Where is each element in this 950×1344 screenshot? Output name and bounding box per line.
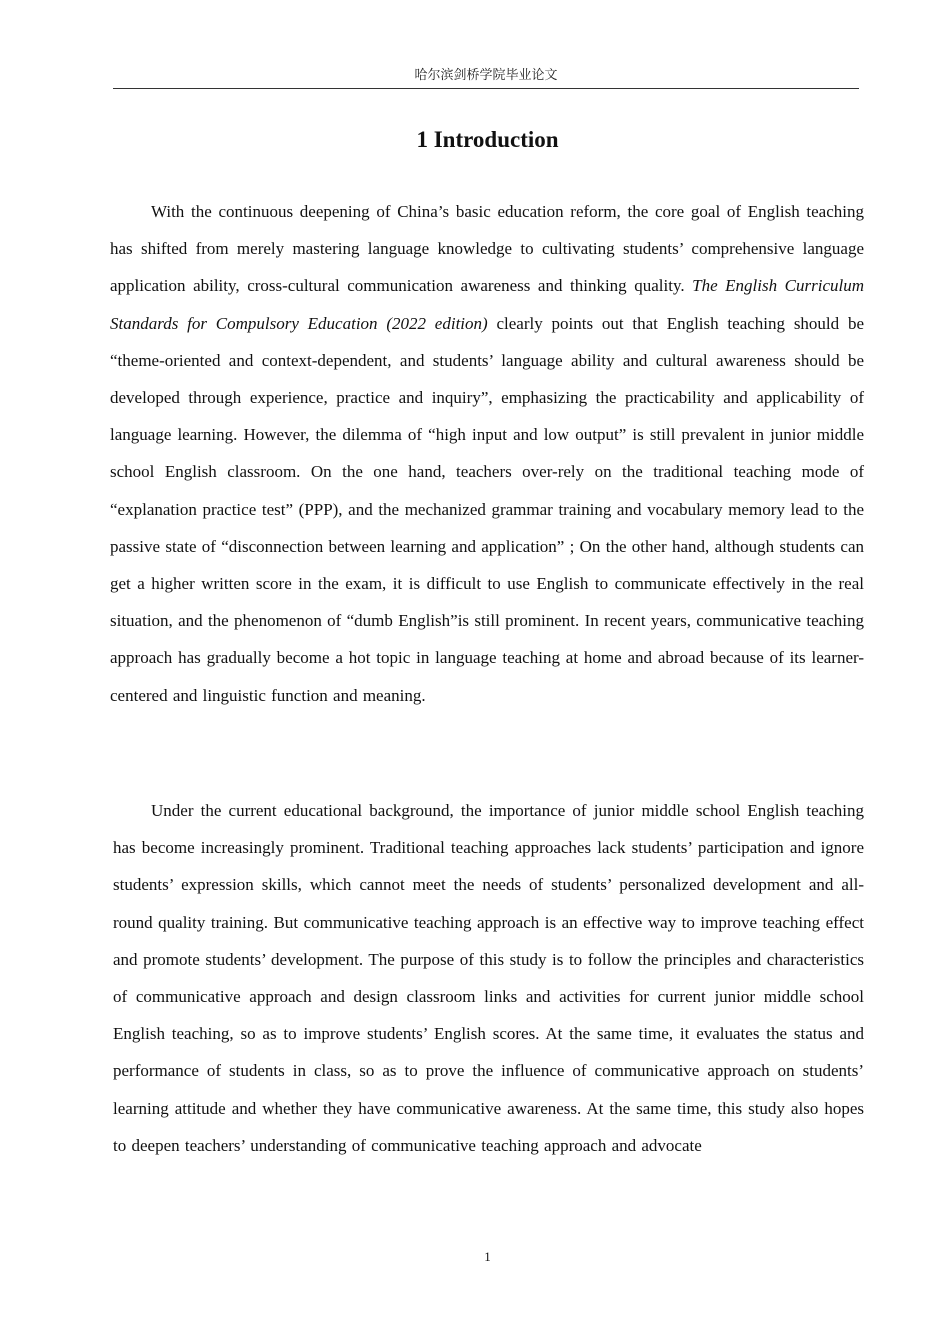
paragraph-text: With the continuous deepening of China’s basic education reform, the core goal of English teaching has shifted from merely mastering language knowledge to cultivating students’ comprehensive language application ability, cross-cultural communication awareness and thinking quality. (110, 202, 864, 296)
paragraph-text: clearly points out that English teaching should be “theme-oriented and context-dependent, and students’ language ability and cultural awareness should be developed through experience, practice and inquiry”, emphasizing the practicability and applicability of language learning. However, the dilemma of “high input and low output” is still prevalent in junior middle school English classroom. On the one hand, teachers over-rely on the traditional teaching mode of “explanation practice test” (PPP), and the mechanized grammar training and vocabulary memory lead to the passive state of “disconnection between learning and application” ; On the other hand, although students can get a higher written score in the exam, it is difficult to use English to communicate effectively in the real situation, and the phenomenon of “dumb English”is still prominent. In recent years, communicative teaching approach has gradually become a hot topic in language teaching at home and abroad because of its learner-centered and linguistic function and meaning. (110, 313, 864, 705)
italic-title-citation: The English Curriculum Standards for Compulsory Education (2022 edition) (110, 276, 864, 333)
body-paragraph (110, 193, 864, 714)
section-title: 1 Introduction (416, 127, 559, 152)
running-header: 哈尔滨剑桥学院毕业论文 (113, 66, 859, 89)
paragraph-text: Under the current educational background, the importance of junior middle school English teaching has become increasingly prominent. Traditional teaching approaches lack students’ participation and ignore students’ expression skills, which cannot meet the needs of students’ personalized development and all-round quality training. But communicative teaching approach is an effective way to improve teaching effect and promote students’ development. The purpose of this study is to follow the principles and characteristics of communicative approach and design classroom links and activities for current junior middle school English teaching, so as to improve students’ English scores. At the same time, it evaluates the status and performance of students in class, so as to prove the influence of communicative approach on students’ learning attitude and whether they have communicative awareness. At the same time, this study also hopes to deepen teachers’ understanding of communicative teaching approach and advocate (113, 801, 864, 1155)
body-paragraph (113, 792, 864, 1164)
page-number: 1 (484, 1249, 491, 1264)
